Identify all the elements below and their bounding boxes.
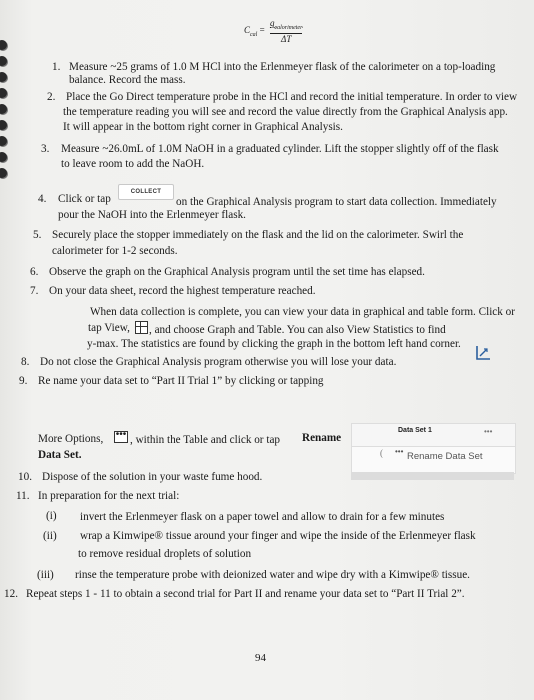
step-text: Securely place the stopper immediately on the flask and the lid on the calorimeter. Swirl the [52,229,464,241]
step-text: In preparation for the next trial: [38,490,180,502]
step-number: 1. [52,61,61,73]
step-text: y-max. The statistics are found by clicking the graph in the bottom left hand corner. [87,338,461,350]
step-number: 8. [21,356,30,368]
binding-hole [0,136,7,146]
step-text: Click or tap [58,193,111,205]
step-number: 5. [33,229,42,241]
substep-text: invert the Erlenmeyer flask on a paper towel and allow to drain for a few minutes [80,511,445,523]
more-options-icon[interactable]: ••• [114,431,128,443]
substep-number: (iii) [37,569,54,581]
step-number: 4. [38,193,47,205]
binding-hole [0,40,7,50]
step-number: 10. [18,471,32,483]
step-text: When data collection is complete, you can view your data in graphical and table form. Click or [90,306,515,318]
step-number: 3. [41,143,50,155]
step-text: Place the Go Direct temperature probe in the HCl and record the initial temperature. In order to view [66,91,518,103]
step-text: Measure ~26.0mL of 1.0M NaOH in a graduated cylinder. Lift the stopper slightly off of the flask [61,143,499,155]
step-text: pour the NaOH into the Erlenmeyer flask. [58,209,246,221]
step-text: , and choose Graph and Table. You can also View Statistics to find [149,324,446,336]
step-text: to leave room to add the NaOH. [61,158,205,170]
step-text: More Options, [38,433,104,445]
step-number: 2. [47,91,56,103]
binding-hole [0,88,7,98]
binding-hole [0,168,7,178]
step-text: On your data sheet, record the highest temperature reached. [49,285,316,297]
page-number: 94 [255,652,266,664]
data-set-more-icon[interactable]: ••• [484,427,493,436]
substep-text: rinse the temperature probe with deionized water and wipe dry with a Kimwipe® tissue. [75,569,470,581]
step-text: calorimeter for 1-2 seconds. [52,245,178,257]
heat-capacity-formula: $C_{cal}$ = $\frac{q_{calorimeter}}{\Delta T}$ [244,18,303,44]
statistics-icon[interactable] [474,345,492,361]
step-text: on the Graphical Analysis program to start data collection. Immediately [176,196,497,208]
rename-term: Rename [302,432,342,444]
menu-shadow [351,472,514,480]
substep-number: (ii) [43,530,57,542]
step-text: Observe the graph on the Graphical Analysis program until the set time has elapsed. [49,266,425,278]
step-text: Do not close the Graphical Analysis program otherwise you will lose your data. [40,356,397,368]
step-text: Re name your data set to “Part II Trial 1” by clicking or tapping [38,375,324,387]
step-text: balance. Record the mass. [69,74,186,86]
substep-text: to remove residual droplets of solution [78,548,252,560]
substep-text: wrap a Kimwipe® tissue around your finger and wipe the inside of the Erlenmeyer flask [80,530,476,542]
step-text: tap View, [88,322,130,334]
step-text: Measure ~25 grams of 1.0 M HCl into the Erlenmeyer flask of the calorimeter on a top-loading [69,61,496,73]
step-text: the temperature reading you will see and record the value directly from the Graphical Analysis app. [63,106,508,118]
step-number: 6. [30,266,39,278]
binding-hole [0,104,7,114]
step-text: It will appear in the bottom right corner in Graphical Analysis. [63,121,343,133]
menu-pointer: ( [380,448,383,458]
step-number: 9. [19,375,28,387]
binding-hole [0,152,7,162]
binding-hole [0,72,7,82]
substep-number: (i) [46,510,57,522]
step-number: 12. [4,588,18,600]
binding-hole [0,120,7,130]
step-text: Repeat steps 1 - 11 to obtain a second trial for Part II and rename your data set to “Part II Trial 2”. [26,588,465,600]
collect-button[interactable]: COLLECT [118,184,174,200]
table-view-icon[interactable] [135,321,148,334]
data-set-title: Data Set 1 [398,427,432,434]
rename-data-set-menu-item[interactable]: Rename Data Set [407,451,483,462]
binding-hole [0,56,7,66]
rename-more-icon: ••• [395,447,404,456]
step-number: 11. [16,490,30,502]
step-text: , within the Table and click or tap [130,434,280,446]
step-number: 7. [30,285,39,297]
step-text: Dispose of the solution in your waste fume hood. [42,471,263,483]
data-set-term: Data Set. [38,449,82,461]
